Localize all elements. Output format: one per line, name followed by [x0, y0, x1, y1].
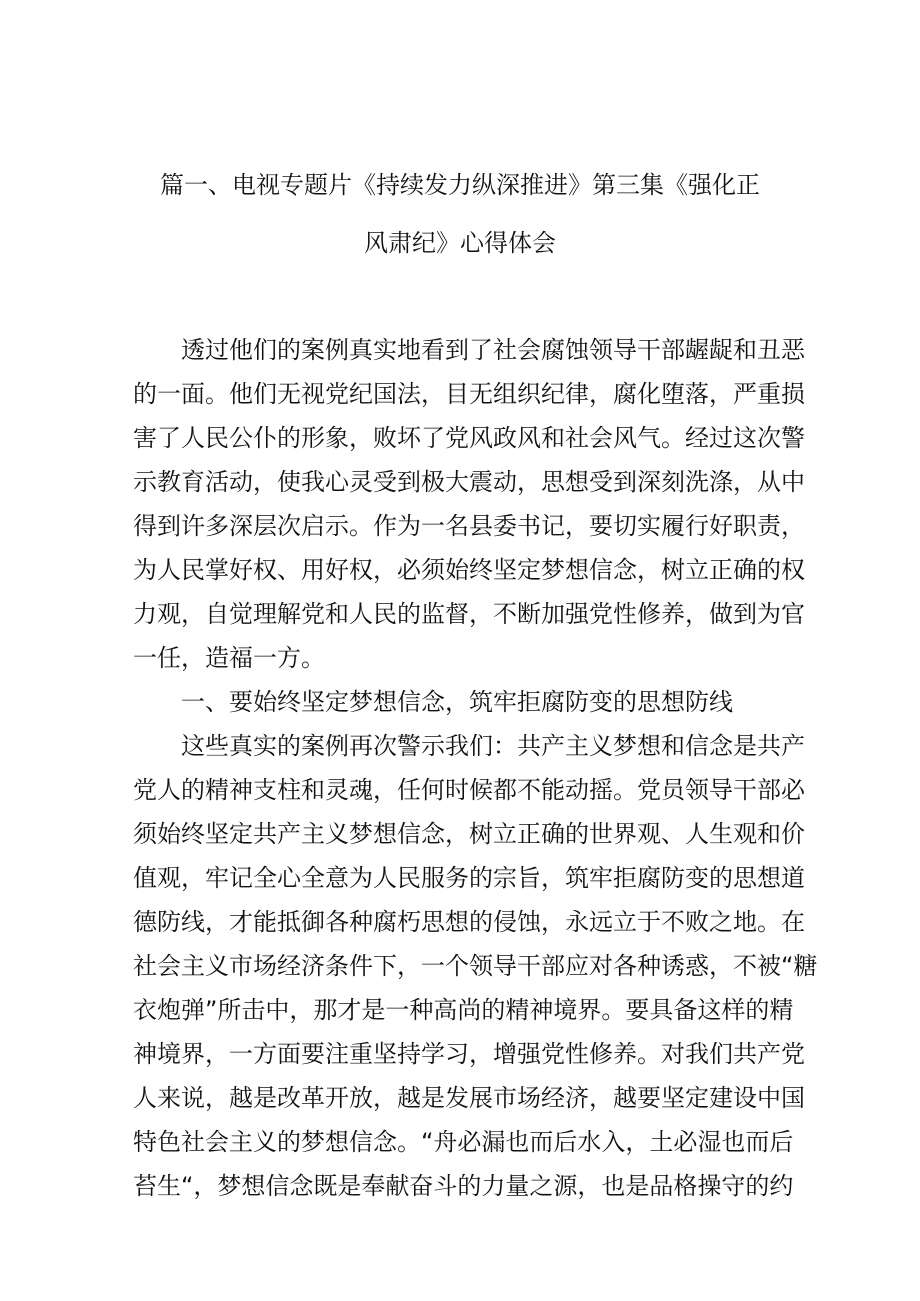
- document-body: [133, 328, 818, 1208]
- document-title-line-1: 篇一、电视专题片《持续发力纵深推进》第三集《强化正: [160, 171, 760, 199]
- text-line: 衣炮弹”所击中，那才是一种高尚的精神境界。要具备这样的精: [133, 996, 794, 1024]
- text-line: 社会主义市场经济条件下，一个领导干部应对各种诱惑，不被“糖: [133, 952, 818, 980]
- text-line: 为人民掌好权、用好权，必须始终坚定梦想信念，树立正确的权: [133, 556, 805, 584]
- text-line: 这些真实的案例再次警示我们：共产主义梦想和信念是共产: [133, 732, 805, 760]
- text-line: 德防线，才能抵御各种腐朽思想的侵蚀，永远立于不败之地。在: [133, 908, 805, 936]
- text-line: 党人的精神支柱和灵魂，任何时候都不能动摇。党员领导干部必: [133, 776, 805, 804]
- text-line: 特色社会主义的梦想信念。“舟必漏也而后水入，土必湿也而后: [133, 1128, 794, 1156]
- text-line: 人来说，越是改革开放，越是发展市场经济，越要坚定建设中国: [133, 1084, 805, 1112]
- text-line: 力观，自觉理解党和人民的监督，不断加强党性修养，做到为官: [133, 600, 805, 628]
- text-line: 透过他们的案例真实地看到了社会腐蚀领导干部龌龊和丑恶: [133, 336, 805, 364]
- text-line: 的一面。他们无视党纪国法，目无组织纪律，腐化堕落，严重损: [133, 380, 805, 408]
- text-line: 神境界，一方面要注重坚持学习，增强党性修养。对我们共产党: [133, 1040, 805, 1068]
- text-line: 一任，造福一方。: [133, 644, 325, 672]
- text-line: 害了人民公仆的形象，败坏了党风政风和社会风气。经过这次警: [133, 424, 805, 452]
- document-title-line-2: 风肃纪》心得体会: [364, 229, 556, 257]
- text-line: 须始终坚定共产主义梦想信念，树立正确的世界观、人生观和价: [133, 820, 805, 848]
- section-heading: 一、要始终坚定梦想信念，筑牢拒腐防变的思想防线: [133, 688, 733, 716]
- text-line: 示教育活动，使我心灵受到极大震动，思想受到深刻洗涤，从中: [133, 468, 805, 496]
- text-line: 值观，牢记全心全意为人民服务的宗旨，筑牢拒腐防变的思想道: [133, 864, 805, 892]
- text-line: 苔生“，梦想信念既是奉献奋斗的力量之源，也是品格操守的约: [133, 1172, 794, 1200]
- text-line: 得到许多深层次启示。作为一名县委书记，要切实履行好职责，: [133, 512, 805, 540]
